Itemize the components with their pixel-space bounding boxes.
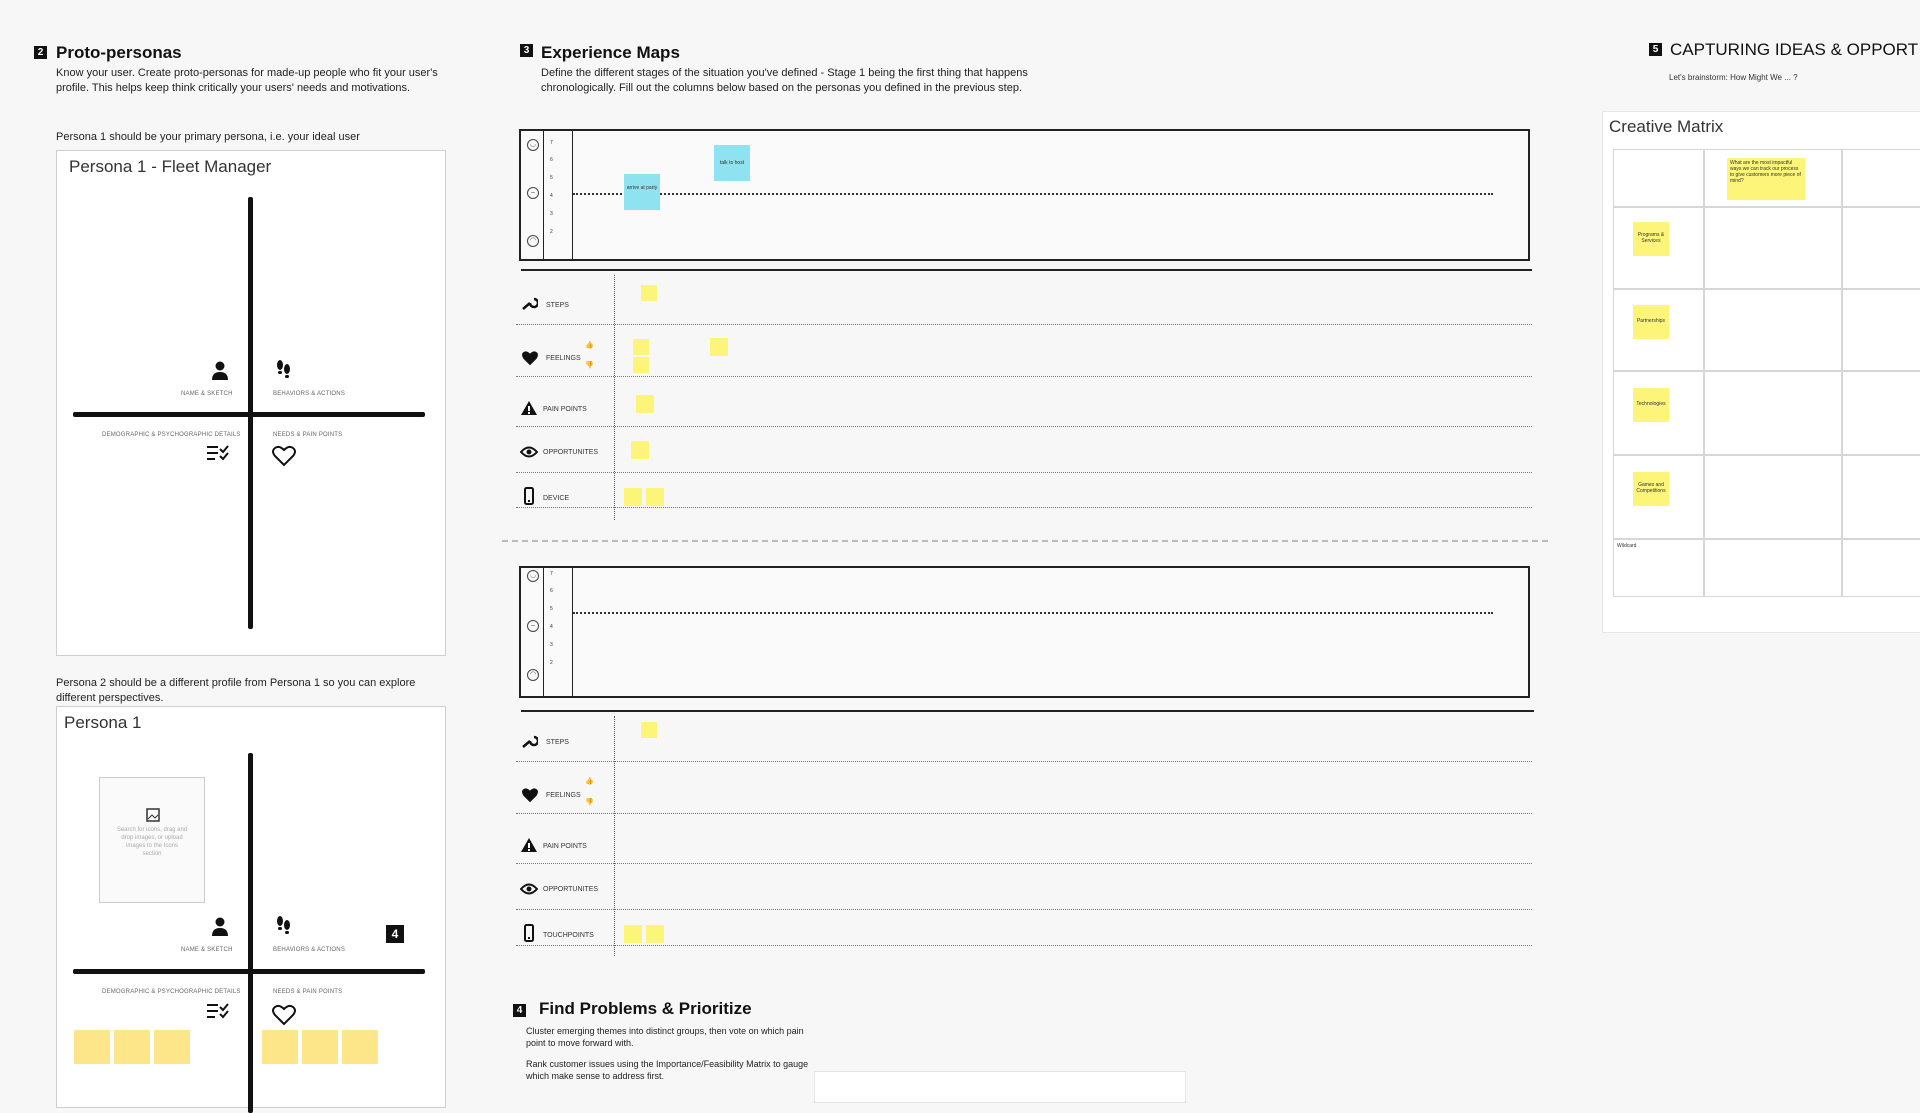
find-problems-ranking: Rank customer issues using the Importance/Feasibility Matrix to gauge which make sense to address first. [526,1059,809,1081]
quadrant-label-behaviors: BEHAVIORS & ACTIONS [273,391,346,397]
quadrant-label-demographic: DEMOGRAPHIC & PSYCHOGRAPHIC DETAILS [102,432,241,438]
matrix-cell[interactable] [1704,289,1842,371]
thumbs-down-icon: 👎 [585,799,594,806]
persona1-card[interactable] [56,150,446,656]
sticky-note[interactable] [646,925,664,943]
persona2-title[interactable]: Persona 1 [64,713,142,732]
row-divider [516,324,1532,325]
row-label-feelings: FEELINGS [546,792,581,799]
scale-tick: 3 [550,642,553,648]
sticky-note[interactable] [633,339,649,355]
person-icon [212,917,228,937]
thumbs-down-icon: 👎 [585,362,594,369]
row-divider [516,472,1532,473]
matrix-cell[interactable] [1613,149,1704,207]
section-number: 5 [1649,43,1662,56]
wrench-icon [522,297,538,311]
happy-face-icon: ◡ [527,570,539,582]
neutral-face-icon: – [527,187,539,199]
matrix-cell[interactable] [1613,207,1704,289]
matrix-cell[interactable] [1613,371,1704,455]
matrix-cell[interactable] [1704,149,1842,207]
row-divider [516,813,1532,814]
brainstorm-subtitle: Let's brainstorm: How Might We ... ? [1669,73,1798,82]
row-label-pain-points: PAIN POINTS [543,406,587,413]
row-divider [516,426,1532,427]
image-placeholder-hint: Search for icons, drag and drop images, or upload images to the Icons section [116,827,188,857]
section-title-experience-maps: Experience Maps [541,43,680,62]
section-number: 3 [520,44,533,57]
heart-icon [521,350,539,366]
scale-tick: 2 [550,229,553,235]
matrix-cell[interactable] [1842,371,1920,455]
checklist-icon [207,445,229,461]
row-divider [516,863,1532,864]
section-number: 4 [513,1004,526,1017]
quadrant-label-demographic: DEMOGRAPHIC & PSYCHOGRAPHIC DETAILS [102,989,241,995]
checklist-icon [207,1003,229,1019]
sticky-note[interactable] [646,488,664,506]
emotion-graph[interactable] [519,129,1530,261]
section-title-find-problems: Find Problems & Prioritize [539,999,752,1018]
row-divider [516,945,1532,946]
scale-tick: 4 [550,193,553,199]
sticky-note[interactable] [631,441,649,459]
neutral-baseline [573,612,1493,614]
matrix-cell[interactable] [1704,371,1842,455]
persona2-note: Persona 2 should be a different profile from Persona 1 so you can explore different perspectives. [56,677,416,704]
emotion-scale-gutter [543,131,573,259]
row-label-opportunities: OPPORTUNITES [543,886,599,893]
warning-icon [521,838,537,852]
sticky-note[interactable] [154,1030,190,1064]
scale-tick: 5 [550,175,553,181]
eye-icon [520,883,538,895]
quadrant-label-behaviors: BEHAVIORS & ACTIONS [273,947,346,953]
scale-tick: 2 [550,660,553,666]
row-divider [516,507,1532,508]
find-problems-description: Cluster emerging themes into distinct groups, then vote on which pain point to move forward with. [526,1026,804,1048]
persona2-card[interactable] [56,706,446,1108]
footprints-icon [275,915,293,937]
quadrant-vertical-axis [248,753,253,1113]
sticky-note[interactable] [342,1030,378,1064]
row-label-steps: STEPS [546,302,569,309]
row-divider [516,909,1532,910]
sad-face-icon: ◠ [527,669,539,681]
neutral-face-icon: – [527,620,539,632]
scale-tick: 7 [550,140,553,146]
thumbs-up-icon: 👍 [585,342,594,349]
sticky-note[interactable]: Partnerships [1633,305,1669,339]
emotion-graph[interactable] [519,566,1530,698]
sticky-note[interactable] [633,357,649,373]
stage-divider [614,716,615,956]
persona1-note: Persona 1 should be your primary persona, i.e. your ideal user [56,131,360,143]
sticky-note[interactable] [114,1030,150,1064]
sticky-note[interactable] [710,338,728,356]
section-divider [521,710,1534,712]
matrix-cell[interactable] [1842,539,1920,597]
stage-divider [614,275,615,520]
quadrant-label-needs: NEEDS & PAIN POINTS [273,432,343,438]
phone-icon [524,487,534,505]
image-placeholder[interactable] [99,777,205,903]
hmw-sticky-note[interactable]: What are the most impactful ways we can track our process to give customers more piece of mind? [1727,158,1805,200]
quadrant-label-name: NAME & SKETCH [181,947,233,953]
row-label-device: DEVICE [543,495,570,502]
sticky-note[interactable] [636,395,654,413]
person-icon [212,361,228,381]
sticky-note[interactable] [302,1030,338,1064]
sticky-note[interactable]: Technologies [1633,388,1669,422]
creative-matrix-panel[interactable] [1602,111,1920,633]
row-label-steps: STEPS [546,739,569,746]
section-title-proto-personas: Proto-personas [56,43,182,62]
quadrant-horizontal-axis [73,969,425,974]
scale-tick: 5 [550,606,553,612]
footprints-icon [275,359,293,381]
neutral-baseline [573,193,1493,195]
proto-personas-description: Know your user. Create proto-personas for made-up people who fit your user's profile. This helps keep think critically your users' needs and motivations. [56,67,438,94]
eye-icon [520,446,538,458]
matrix-cell[interactable] [1842,455,1920,539]
creative-matrix-title: Creative Matrix [1609,117,1724,136]
matrix-cell[interactable] [1842,289,1920,371]
importance-matrix-panel[interactable] [814,1071,1186,1103]
thumbs-up-icon: 👍 [585,778,594,785]
section-number: 2 [34,46,47,59]
experience-maps-description: Define the different stages of the situation you've defined - Stage 1 being the first thing that happens chronologically. Fill out the columns below based on the personas you defined in the previous step. [541,67,1028,94]
scale-tick: 6 [550,588,553,594]
scale-tick: 4 [550,624,553,630]
section-title-capturing-ideas: CAPTURING IDEAS & OPPORT [1670,40,1919,59]
matrix-cell[interactable] [1842,207,1920,289]
warning-icon [521,401,537,415]
sticky-note[interactable] [262,1030,298,1064]
map-separator [502,540,1548,542]
quadrant-horizontal-axis [73,412,425,417]
blue-sticky-note[interactable]: talk to host [714,145,750,181]
matrix-cell[interactable] [1613,289,1704,371]
row-label-pain-points: PAIN POINTS [543,843,587,850]
scale-tick: 3 [550,211,553,217]
row-divider [516,376,1532,377]
sad-face-icon: ◠ [527,235,539,247]
image-icon [146,808,160,822]
row-label-opportunities: OPPORTUNITES [543,449,599,456]
row-divider [516,761,1532,762]
sticky-note[interactable] [74,1030,110,1064]
quadrant-label-needs: NEEDS & PAIN POINTS [273,989,343,995]
heart-outline-icon [272,1004,296,1026]
sticky-note[interactable] [641,722,657,738]
blue-sticky-note[interactable]: arrive at party [624,174,660,210]
wrench-icon [522,735,538,749]
scale-tick: 7 [550,571,553,577]
matrix-cell[interactable] [1704,539,1842,597]
section-divider [521,269,1532,271]
scale-tick: 6 [550,157,553,163]
quadrant-label-name: NAME & SKETCH [181,391,233,397]
persona1-title[interactable]: Persona 1 - Fleet Manager [69,157,272,176]
matrix-cell[interactable] [1704,455,1842,539]
sticky-note[interactable]: Programs & Services [1633,222,1669,256]
happy-face-icon: ◡ [527,139,539,151]
matrix-cell[interactable] [1613,539,1704,597]
step-badge: 4 [386,925,404,943]
wildcard-label: Wildcard [1617,543,1637,549]
matrix-cell[interactable] [1842,149,1920,207]
emotion-scale-gutter [543,568,573,696]
matrix-cell[interactable] [1613,455,1704,539]
sticky-note[interactable] [624,488,642,506]
row-label-feelings: FEELINGS [546,355,581,362]
heart-outline-icon [272,445,296,467]
sticky-note[interactable] [624,925,642,943]
sticky-note[interactable] [641,285,657,301]
heart-icon [521,787,539,803]
row-label-touchpoints: TOUCHPOINTS [543,932,594,939]
phone-icon [524,924,534,942]
sticky-note[interactable]: Games and Competitions [1633,472,1669,506]
matrix-cell[interactable] [1704,207,1842,289]
